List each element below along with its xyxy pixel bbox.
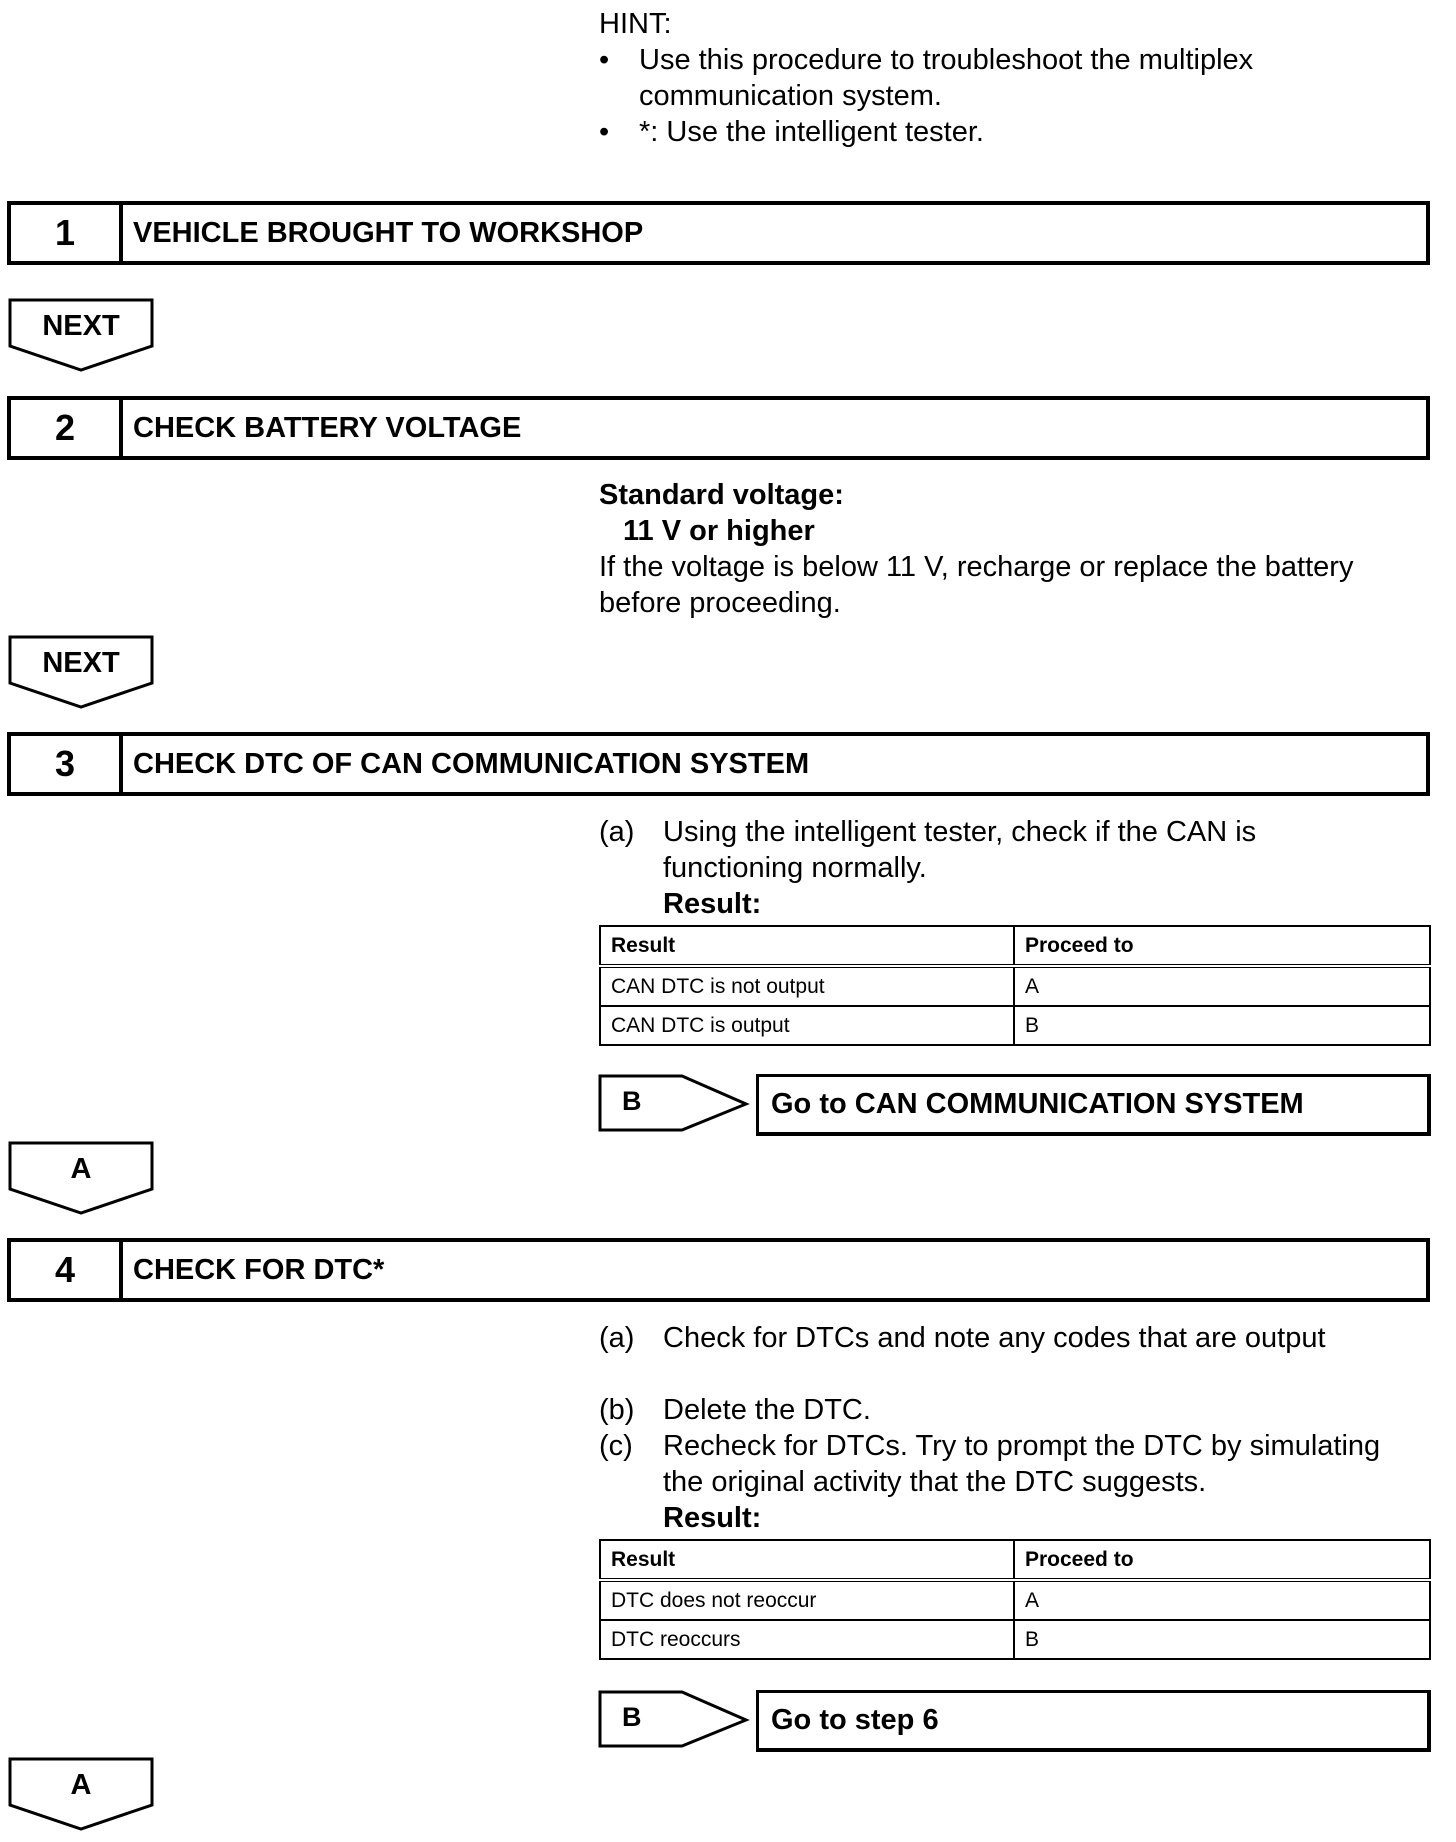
table-cell: A xyxy=(1014,1580,1430,1620)
item-text-line: functioning normally. xyxy=(663,852,927,884)
spec-note-line: If the voltage is below 11 V, recharge or replace the battery xyxy=(599,551,1354,583)
step-4-item-a xyxy=(599,1320,1326,1356)
table-row xyxy=(600,1580,1430,1620)
step-number: 3 xyxy=(11,736,123,792)
item-label: (b) xyxy=(599,1394,635,1426)
item-text-line: Recheck for DTCs. Try to prompt the DTC by simulating xyxy=(663,1430,1381,1462)
result-label: Result: xyxy=(663,1502,762,1534)
table-row xyxy=(600,966,1430,1006)
table-cell: CAN DTC is output xyxy=(600,1006,1014,1045)
item-text-line: the original activity that the DTC suggests. xyxy=(663,1466,1207,1498)
branch-arrow-label: A xyxy=(70,1153,92,1185)
step-1-header xyxy=(7,201,1430,265)
hint-bullet: • Use this procedure to troubleshoot the multiplex communication system. xyxy=(599,42,1319,114)
item-label: (a) xyxy=(599,1322,635,1354)
step-title: VEHICLE BROUGHT TO WORKSHOP xyxy=(133,216,644,249)
branch-a-arrow xyxy=(8,1141,154,1215)
step-3-item-a xyxy=(599,814,1256,922)
spec-note-line: before proceeding. xyxy=(599,587,841,619)
step-2-header xyxy=(7,396,1430,460)
branch-b-arrow xyxy=(598,1690,750,1750)
step-title: CHECK DTC OF CAN COMMUNICATION SYSTEM xyxy=(133,747,810,780)
table-row xyxy=(600,1006,1430,1045)
table-cell: B xyxy=(1014,1006,1430,1045)
step-number: 2 xyxy=(11,400,123,456)
table-header: Proceed to xyxy=(1014,1540,1430,1580)
branch-b-arrow xyxy=(598,1074,750,1134)
step-title: CHECK FOR DTC* xyxy=(133,1253,385,1286)
goto-box: Go to CAN COMMUNICATION SYSTEM xyxy=(756,1074,1431,1136)
hint-bullet: • *: Use the intelligent tester. xyxy=(599,114,1319,150)
table-header-row xyxy=(600,1540,1430,1580)
step-3-header xyxy=(7,732,1430,796)
spec-value: 11 V or higher xyxy=(623,515,815,547)
table-cell: CAN DTC is not output xyxy=(600,966,1014,1006)
item-text-line: Check for DTCs and note any codes that are output xyxy=(663,1322,1326,1354)
branch-arrow-shape xyxy=(598,1074,750,1134)
step-title: CHECK BATTERY VOLTAGE xyxy=(133,411,522,444)
step-2-body xyxy=(599,477,1353,621)
branch-label: B xyxy=(622,1702,642,1732)
step-4-header xyxy=(7,1238,1430,1302)
item-label: (c) xyxy=(599,1430,633,1462)
table-header: Result xyxy=(600,926,1014,966)
step-number: 1 xyxy=(11,205,123,261)
goto-box: Go to step 6 xyxy=(756,1690,1431,1752)
step-number: 4 xyxy=(11,1242,123,1298)
table-header: Proceed to xyxy=(1014,926,1430,966)
step-4-item-b xyxy=(599,1392,871,1428)
hint-label: HINT: xyxy=(599,8,672,40)
step-4-item-c xyxy=(599,1428,1380,1536)
next-arrow xyxy=(8,298,154,372)
item-text-line: Using the intelligent tester, check if the CAN is xyxy=(663,816,1257,848)
table-cell: DTC reoccurs xyxy=(600,1620,1014,1659)
hint-list xyxy=(599,42,1319,150)
table-cell: A xyxy=(1014,966,1430,1006)
table-header: Result xyxy=(600,1540,1014,1580)
hint-block xyxy=(599,6,1319,150)
spec-label: Standard voltage: xyxy=(599,479,844,511)
result-label: Result: xyxy=(663,888,762,920)
table-cell: B xyxy=(1014,1620,1430,1659)
table-cell: DTC does not reoccur xyxy=(600,1580,1014,1620)
table-header-row xyxy=(600,926,1430,966)
item-text-line: Delete the DTC. xyxy=(663,1394,871,1426)
step-3-result-table xyxy=(599,925,1431,1046)
next-arrow-label: NEXT xyxy=(42,647,120,679)
branch-label: B xyxy=(622,1086,642,1116)
branch-arrow-label: A xyxy=(70,1769,92,1801)
next-arrow xyxy=(8,635,154,709)
branch-arrow-shape xyxy=(598,1690,750,1750)
next-arrow-label: NEXT xyxy=(42,310,120,342)
branch-a-arrow xyxy=(8,1757,154,1831)
table-row xyxy=(600,1620,1430,1659)
step-4-result-table xyxy=(599,1539,1431,1660)
item-label: (a) xyxy=(599,816,635,848)
